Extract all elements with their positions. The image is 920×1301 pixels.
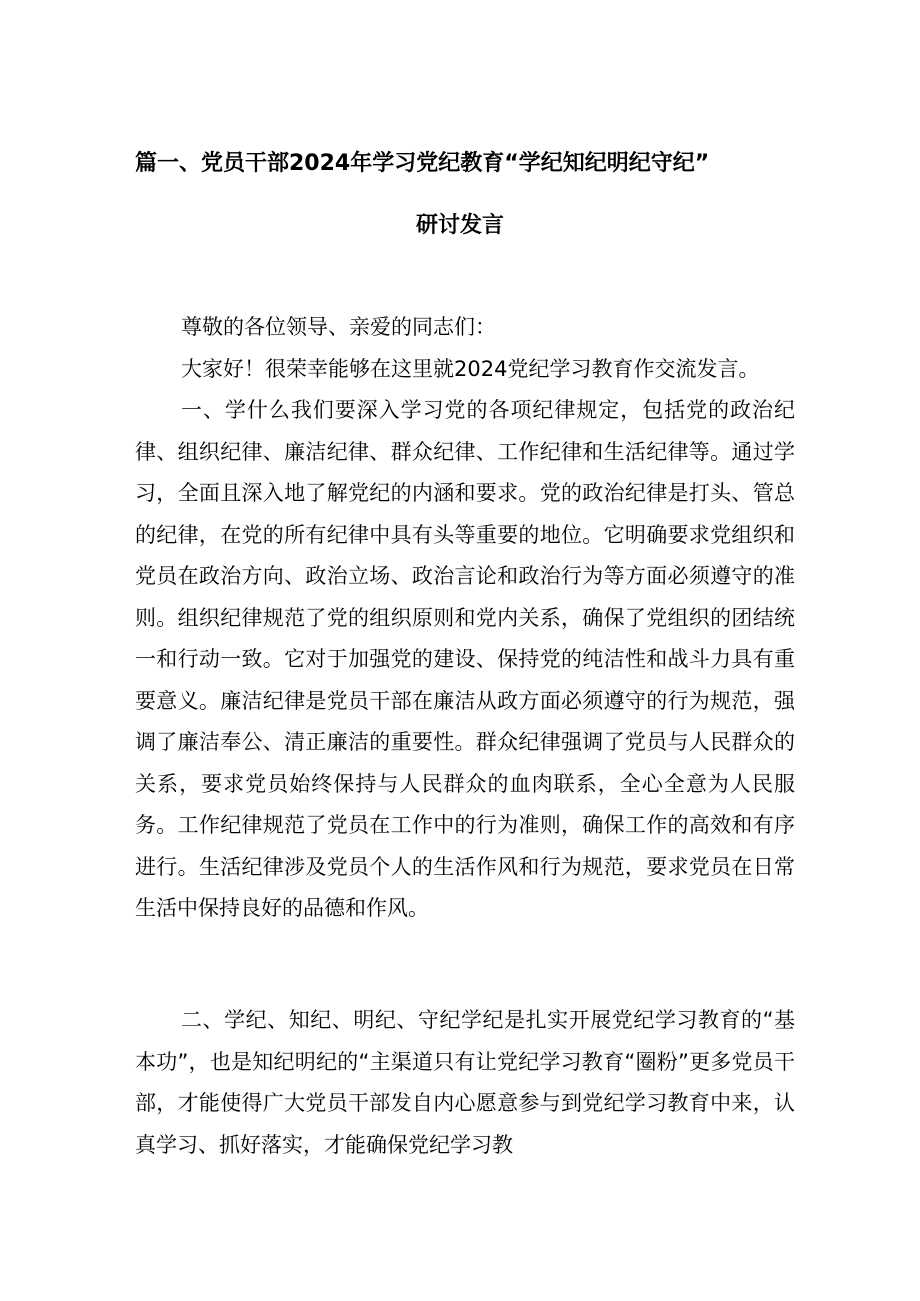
intro-paragraph <box>135 349 795 391</box>
section-one-paragraph <box>135 390 795 930</box>
section-two-text: 二、学纪、知纪、明纪、守纪学纪是扎实开展党纪学习教育的“基本功”，也是知纪明纪的“主渠道只有让党纪学习教育“圈粉”更多党员干部，才能使得广大党员干部发自内心愿意参与到党纪学习教育中来，认真学习、抓好落实，才能确保党纪学习教 <box>135 1008 795 1157</box>
section-one-text: 一、学什么我们要深入学习党的各项纪律规定，包括党的政治纪律、组织纪律、廉洁纪律、群众纪律、工作纪律和生活纪律等。通过学习，全面且深入地了解党纪的内涵和要求。党的政治纪律是打头、管总的纪律，在党的所有纪律中具有头等重要的地位。它明确要求党组织和党员在政治方向、政治立场、政治言论和政治行为等方面必须遵守的准则。组织纪律规范了党的组织原则和党内关系，确保了党组织的团结统一和行动一致。它对于加强党的建设、保持党的纯洁性和战斗力具有重要意义。廉洁纪律是党员干部在廉洁从政方面必须遵守的行为规范，强调了廉洁奉公、清正廉洁的重要性。群众纪律强调了党员与人民群众的关系，要求党员始终保持与人民群众的血肉联系，全心全意为人民服务。工作纪律规范了党员在工作中的行为准则，确保工作的高效和有序进行。生活纪律涉及党员个人的生活作风和行为规范，要求党员在日常生活中保持良好的品德和作风。 <box>135 398 795 920</box>
document-title-line2: 研讨发言 <box>415 213 504 238</box>
section-two-paragraph <box>135 1000 795 1166</box>
document-title-line1: 篇一、党员干部2024年学习党纪教育“学纪知纪明纪守纪” <box>135 151 710 176</box>
greeting-text: 尊敬的各位领导、亲爱的同志们： <box>181 315 496 339</box>
intro-text: 大家好！很荣幸能够在这里就2024党纪学习教育作交流发言。 <box>181 357 760 381</box>
greeting-paragraph <box>135 307 795 349</box>
